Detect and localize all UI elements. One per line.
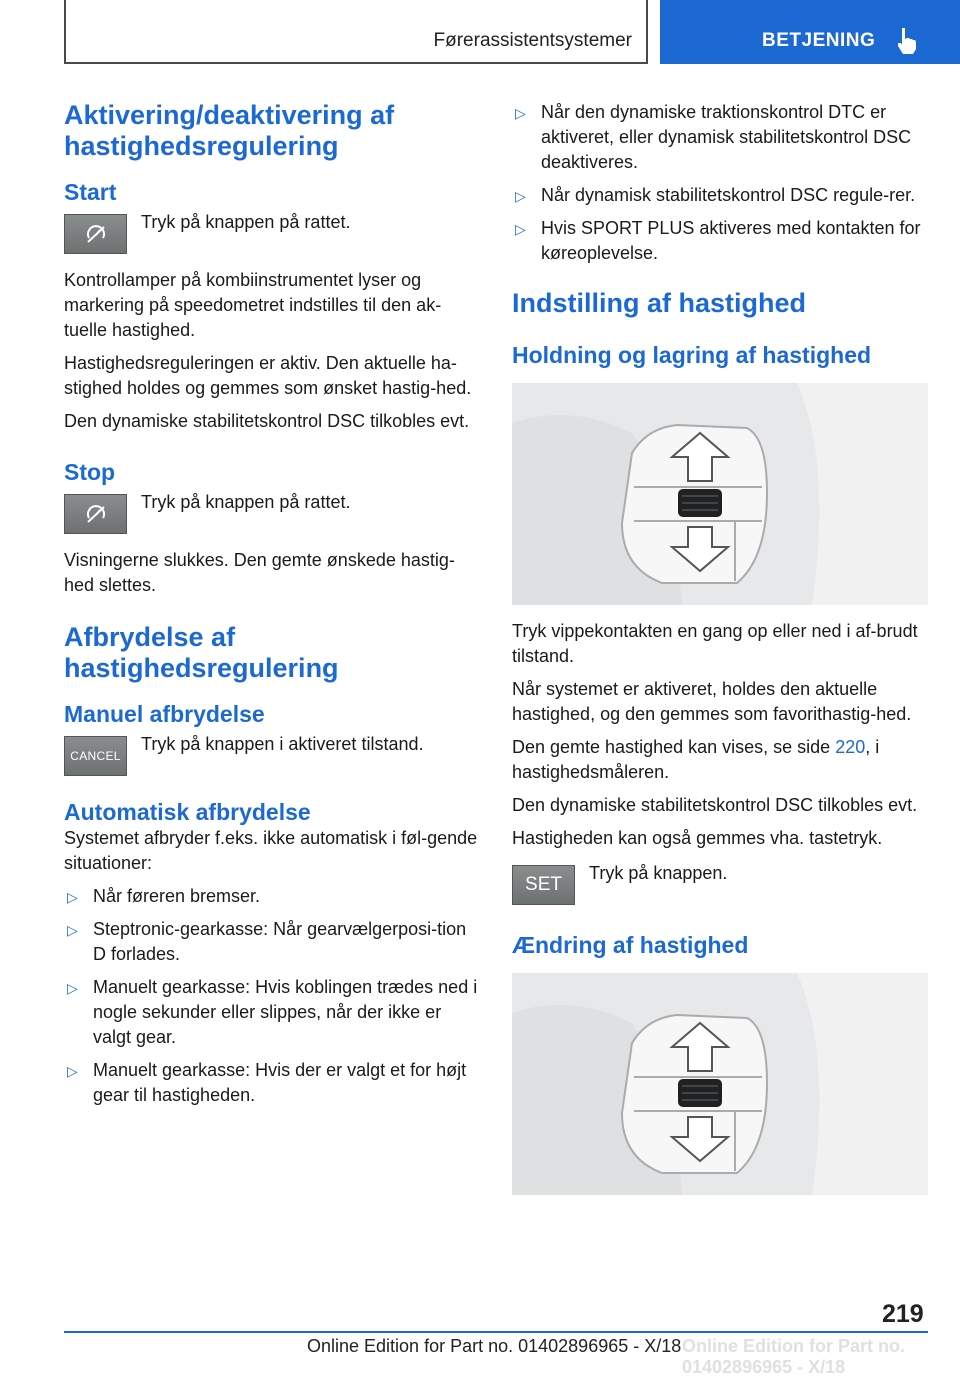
list-item: ▷ Manuelt gearkasse: Hvis koblingen trædes ned i nogle sekunder eller slippes, når der ikke er valgt gear.: [67, 977, 478, 1047]
triangle-bullet-icon: ▷: [67, 922, 78, 938]
cruise-control-icon: [84, 504, 108, 524]
list-item: ▷ Steptronic-gearkasse: Når gearvælgerposi-tion D forlades.: [67, 919, 467, 964]
triangle-bullet-icon: ▷: [515, 105, 526, 121]
triangle-bullet-icon: ▷: [67, 1063, 78, 1079]
paragraph: Kontrollamper på kombiinstrumentet lyser og markering på speedometret indstilles til den ak-tuelle hastighed.: [64, 270, 442, 340]
heading-setting: Indstilling af hastighed: [512, 288, 807, 318]
heading-interrupt: Afbrydelse af hastighedsregulering: [64, 622, 339, 683]
paragraph: Visningerne slukkes. Den gemte ønskede hastig-hed slettes.: [64, 550, 455, 595]
stop-button-row: [64, 494, 480, 534]
triangle-bullet-icon: ▷: [515, 188, 526, 204]
list-item: ▷ Manuelt gearkasse: Hvis der er valgt et for højt gear til hastigheden.: [67, 1060, 467, 1105]
auto-bullet-list: [64, 884, 480, 1108]
page-number: 219: [882, 1300, 924, 1328]
heading-auto: Automatisk afbrydelse: [64, 799, 311, 825]
cancel-button-image: CANCEL: [64, 736, 127, 776]
paragraph: Tryk vippekontakten en gang op eller ned i af-brudt tilstand.: [512, 621, 918, 666]
heading-stop: Stop: [64, 459, 116, 485]
list-item: ▷ Hvis SPORT PLUS aktiveres med kontakten for køreoplevelse.: [515, 218, 921, 263]
set-button-row: [512, 865, 928, 905]
stop-button-text: Tryk på knappen på rattet.: [141, 492, 351, 512]
heading-hold: Holdning og lagring af hastighed: [512, 342, 872, 368]
set-button-text: Tryk på knappen.: [589, 863, 728, 883]
header-section-tab: [660, 0, 960, 64]
paragraph: Den dynamiske stabilitetskontrol DSC tilkobles evt.: [64, 411, 470, 431]
cruise-control-button-image: [64, 494, 127, 534]
list-item: ▷ Når føreren bremser.: [64, 884, 480, 909]
list-item: ▷ Når den dynamiske traktionskontrol DTC er aktiveret, eller dynamisk stabilitetskontrol DSC deaktiveres.: [515, 102, 912, 172]
set-button-image: SET: [512, 865, 575, 905]
paragraph: Når systemet er aktiveret, holdes den aktuelle hastighed, og den gemmes som favorithastig-hed.: [512, 679, 912, 724]
start-button-text: Tryk på knappen på rattet.: [141, 212, 351, 232]
hand-pointer-icon: [892, 26, 922, 56]
page-reference-link[interactable]: 220: [835, 737, 866, 757]
heading-start: Start: [64, 179, 117, 205]
top-bullet-list: [512, 100, 928, 266]
header-chapter-box: [64, 0, 648, 64]
triangle-bullet-icon: ▷: [67, 980, 78, 996]
paragraph: Hastighedsreguleringen er aktiv. Den aktuelle ha-stighed holdes og gemmes som ønsket hastig-hed.: [64, 353, 472, 398]
triangle-bullet-icon: ▷: [67, 889, 78, 905]
footer-divider: [64, 1331, 928, 1333]
list-item: ▷ Når dynamisk stabilitetskontrol DSC regule-rer.: [512, 183, 928, 208]
chapter-title: Førerassistentsystemer: [433, 30, 632, 51]
watermark: Online Edition for Part no. 01402896965 - X/18: [682, 1336, 905, 1377]
heading-change: Ændring af hastighed: [512, 932, 749, 958]
triangle-bullet-icon: ▷: [515, 221, 526, 237]
paragraph: Den dynamiske stabilitetskontrol DSC tilkobles evt.: [512, 795, 918, 815]
paragraph: Den gemte hastighed kan vises, se side 220, i hastighedsmåleren.: [512, 737, 880, 782]
heading-activation: Aktivering/deaktivering af hastighedsregulering: [64, 100, 395, 161]
heading-manual: Manuel afbrydelse: [64, 701, 265, 727]
paragraph: Hastigheden kan også gemmes vha. tastetryk.: [512, 828, 883, 848]
left-column: [64, 100, 480, 1116]
paragraph: Systemet afbryder f.eks. ikke automatisk i føl-gende situationer:: [64, 828, 478, 873]
manual-button-text: Tryk på knappen i aktiveret tilstand.: [141, 734, 424, 754]
right-column: [512, 100, 928, 1209]
cancel-button-row: [64, 736, 480, 776]
section-title: BETJENING: [762, 30, 876, 51]
steering-wheel-rocker-image-2: [512, 973, 928, 1195]
start-button-row: [64, 214, 480, 254]
cruise-control-icon: [84, 224, 108, 244]
footer-edition: Online Edition for Part no. 01402896965 - X/18: [307, 1336, 682, 1356]
cruise-control-button-image: [64, 214, 127, 254]
steering-wheel-rocker-image-1: [512, 383, 928, 605]
